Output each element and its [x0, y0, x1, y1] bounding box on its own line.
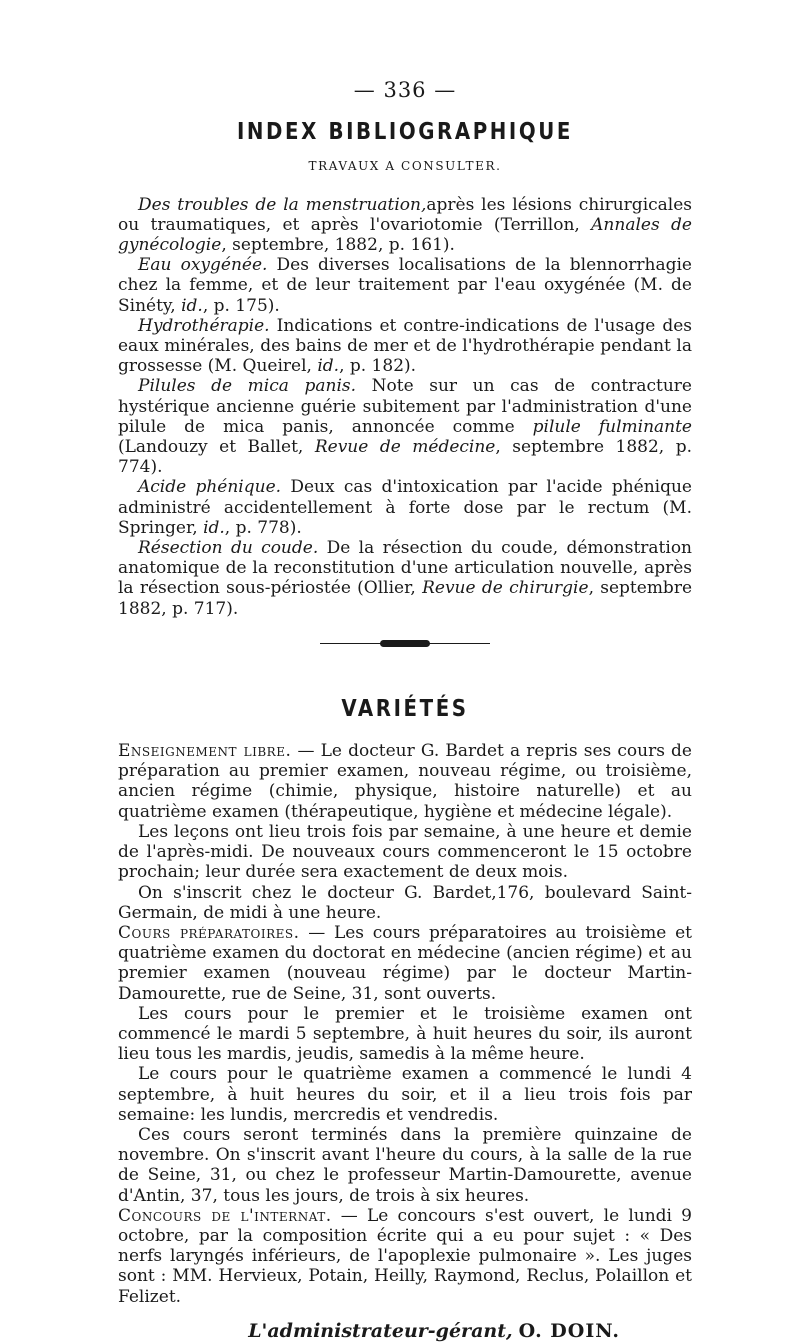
bib-entry-source: id.	[203, 517, 225, 538]
concours-heading: Concours de l'internat.	[118, 1205, 332, 1226]
enseignement-heading: Enseignement libre.	[118, 741, 292, 762]
bib-entry	[118, 316, 692, 377]
paragraph: Les cours pour le premier et le troisième examen ont commencé le mardi 5 septembre, à huit heures du soir, ils auront lieu tous les mardis, jeudis, samedis à la même heure.	[118, 1003, 692, 1065]
bib-entry-tail: , septembre 1882, p. 774).	[118, 437, 692, 478]
bib-entry-text: Deux cas d'intoxication par l'acide phénique administré accidentellement à forte dose par le rectum (M. Springer,	[118, 477, 692, 538]
bib-entry-tail: , septembre 1882, p. 717).	[118, 578, 693, 619]
paragraph: Ces cours seront terminés dans la première quinzaine de novembre. On s'inscrit avant l'heure du cours, à la salle de la rue de Seine, 31, ou chez le professeur Martin-Damourette, avenue d'Antin, 37, tous les jours, de trois à six heures.	[118, 1124, 692, 1206]
bib-entry	[118, 477, 692, 538]
bib-entry-mid: pilule fulminante	[532, 416, 692, 437]
bib-entry-source: id.	[317, 356, 340, 377]
bibliography-subtitle: TRAVAUX A CONSULTER.	[308, 159, 502, 174]
paragraph: On s'inscrit chez le docteur G. Bardet,176, boulevard Saint-Germain, de midi à une heure.	[118, 882, 692, 923]
paragraph-text: — Les cours préparatoires au troisième et quatrième examen du doctorat en médecine (ancien régime) et au premier examen (nouveau régime) par le docteur Martin-Damourette, rue de Seine, 31, sont ouverts.	[118, 922, 692, 1004]
bib-entry-title: Eau oxygénée.	[138, 255, 268, 276]
bib-entry-text: après les lésions chirurgicales ou traumatiques, et après l'ovariotomie (Terrillon,	[118, 194, 693, 235]
bib-entry-text: Indications et contre-indications de l'usage des eaux minérales, des bains de mer et de l'hydrothérapie pendant la grossesse (M. Queirel,	[118, 315, 692, 377]
divider-ornament	[380, 640, 430, 647]
concours-paragraph	[118, 1206, 692, 1307]
bib-entry-tail: , p. 778).	[224, 517, 302, 538]
page-number: — 336 —	[353, 78, 457, 102]
bib-entry-text2: (Landouzy et Ballet,	[118, 437, 315, 458]
bib-entry-title: Acide phénique.	[138, 477, 282, 498]
bib-entry	[118, 195, 692, 256]
bib-entry-source: id.	[181, 295, 203, 316]
enseignement-paragraph	[118, 741, 692, 822]
bibliography-title: INDEX BIBLIOGRAPHIQUE	[236, 119, 574, 146]
bib-entry-title: Résection du coude.	[138, 538, 319, 559]
signature	[118, 1321, 692, 1341]
signature-role: L'administrateur-gérant,	[248, 1319, 513, 1342]
bib-entry-text: Des diverses localisations de la blennorrhagie chez la femme, et de leur traitement par l'eau oxygénée (M. de Sinéty,	[118, 255, 692, 316]
ornamental-divider	[320, 639, 490, 649]
signature-name: O. DOIN.	[518, 1319, 620, 1342]
bib-entry-source: Revue de médecine	[314, 437, 496, 458]
varietes-title: VARIÉTÉS	[341, 695, 469, 722]
bib-entry	[118, 376, 692, 477]
bib-entry-text: Note sur un cas de contracture hystérique ancienne guérie subitement par l'administration d'une pilule de mica panis, annoncée comme	[118, 376, 692, 437]
bib-entry-source: Revue de chirurgie	[422, 578, 589, 599]
bib-entry-tail: , septembre, 1882, p. 161).	[221, 235, 455, 256]
bib-entry-source: Annales de gynécologie	[118, 214, 692, 256]
paragraph-text: — Le docteur G. Bardet a repris ses cours de préparation au premier examen, nouveau régime, ou troisième, ancien régime (chimie, physique, histoire naturelle) et au quatrième examen (thérapeutique, hygiène et médecine légale).	[118, 741, 692, 822]
bib-entry	[118, 255, 692, 316]
bib-entry-title: Pilules de mica panis.	[138, 376, 357, 397]
bib-entry-text: De la résection du coude, démonstration anatomique de la reconstitution d'une articulation nouvelle, après la résection sous-périostée (Ollier,	[118, 538, 693, 599]
cours-heading: Cours préparatoires.	[118, 922, 300, 943]
paragraph: Les leçons ont lieu trois fois par semaine, à une heure et demie de l'après-midi. De nouveaux cours commenceront le 15 octobre prochain; leur durée sera exactement de deux mois.	[118, 821, 692, 883]
bib-entry-title: Hydrothérapie.	[138, 315, 270, 336]
bib-entry	[118, 538, 692, 619]
bib-entry-tail: , p. 175).	[202, 295, 280, 316]
bib-entry-title: Des troubles de la menstruation,	[138, 194, 427, 215]
bib-entry-tail: , p. 182).	[339, 356, 417, 377]
cours-paragraph	[118, 923, 692, 1004]
paragraph-text: — Le concours s'est ouvert, le lundi 9 octobre, par la composition écrite qui a eu pour sujet : « Des nerfs laryngés inférieurs, de l'apoplexie pulmonaire ». Les juges sont : MM. Hervieux, Potain, Heilly, Raymond, Reclus, Polaillon et Felizet.	[118, 1205, 692, 1307]
paragraph: Le cours pour le quatrième examen a commencé le lundi 4 septembre, à huit heures du soir, et il a lieu trois fois par semaine: les lundis, mercredis et vendredis.	[118, 1064, 692, 1125]
